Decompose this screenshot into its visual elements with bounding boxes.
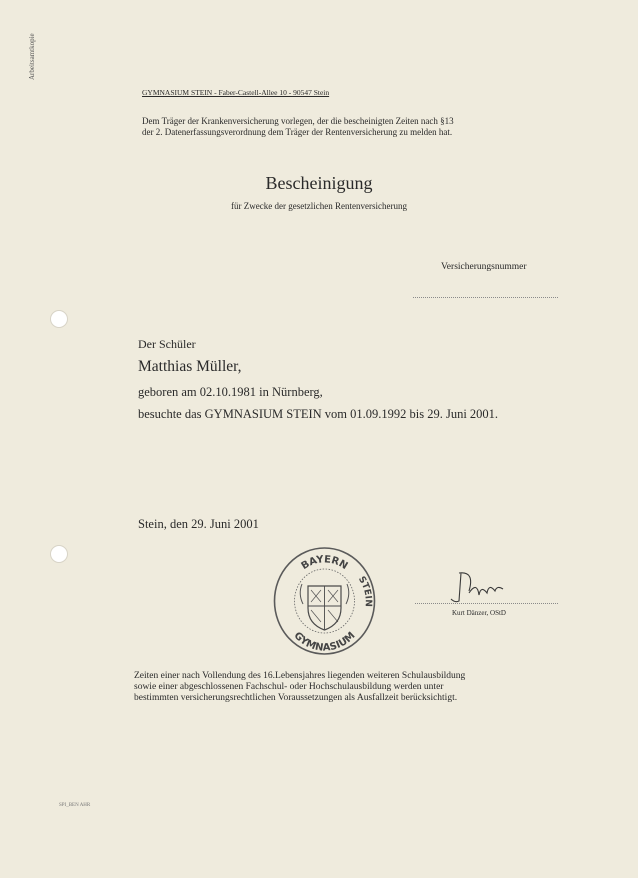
punch-hole-top [50, 310, 68, 328]
coat-of-arms-icon [300, 584, 349, 630]
insurance-number-label: Versicherungsnummer [441, 262, 527, 272]
seal-text-top: BAYERN [299, 554, 350, 573]
svg-text:BAYERN [300, 554, 350, 572]
signature-line [415, 603, 558, 604]
instruction-text [142, 116, 454, 138]
footer-line-2: sowie einer abgeschlossenen Fachschul- oder Hochschulausbildung werden unter [134, 682, 444, 692]
signature-icon [449, 567, 505, 607]
signatory-name: Kurt Dänzer, OStD [452, 609, 506, 617]
side-note: Arbeitsamtkopie [28, 33, 36, 80]
official-seal [272, 546, 377, 656]
footer-note [134, 671, 465, 704]
svg-text:GYMNASIUM [292, 630, 358, 654]
seal-text-right: STEIN [355, 574, 373, 607]
attendance-info: besuchte das GYMNASIUM STEIN vom 01.09.1992 bis 29. Juni 2001. [138, 407, 499, 421]
pupil-name: Matthias Müller, [138, 358, 242, 375]
footer-line-3: bestimmten versicherungsrechtlichen Voraussetzungen als Ausfallzeit berücksichtigt. [134, 693, 458, 703]
footer-line-1: Zeiten einer nach Vollendung des 16.Lebensjahres liegenden weiteren Schulausbildung [134, 671, 466, 681]
instruction-line-2: der 2. Datenerfassungsverordnung dem Träger der Rentenversicherung zu melden hat. [142, 127, 453, 137]
pupil-label: Der Schüler [138, 337, 196, 351]
seal-text-bottom: GYMNASIUM [291, 630, 358, 654]
form-code: SPI_BEN AHR [59, 803, 91, 808]
document-subtitle: für Zwecke der gesetzlichen Rentenversicherung [231, 201, 407, 211]
punch-hole-bottom [50, 545, 68, 563]
insurance-number-line [413, 297, 558, 298]
birth-info: geboren am 02.10.1981 in Nürnberg, [138, 385, 323, 399]
letterhead: GYMNASIUM STEIN - Faber-Castell-Allee 10 - 90547 Stein [142, 88, 330, 97]
document-title: Bescheinigung [265, 173, 373, 193]
place-date: Stein, den 29. Juni 2001 [138, 517, 259, 531]
instruction-line-1: Dem Träger der Krankenversicherung vorlegen, der die bescheinigten Zeiten nach §13 [142, 116, 454, 126]
